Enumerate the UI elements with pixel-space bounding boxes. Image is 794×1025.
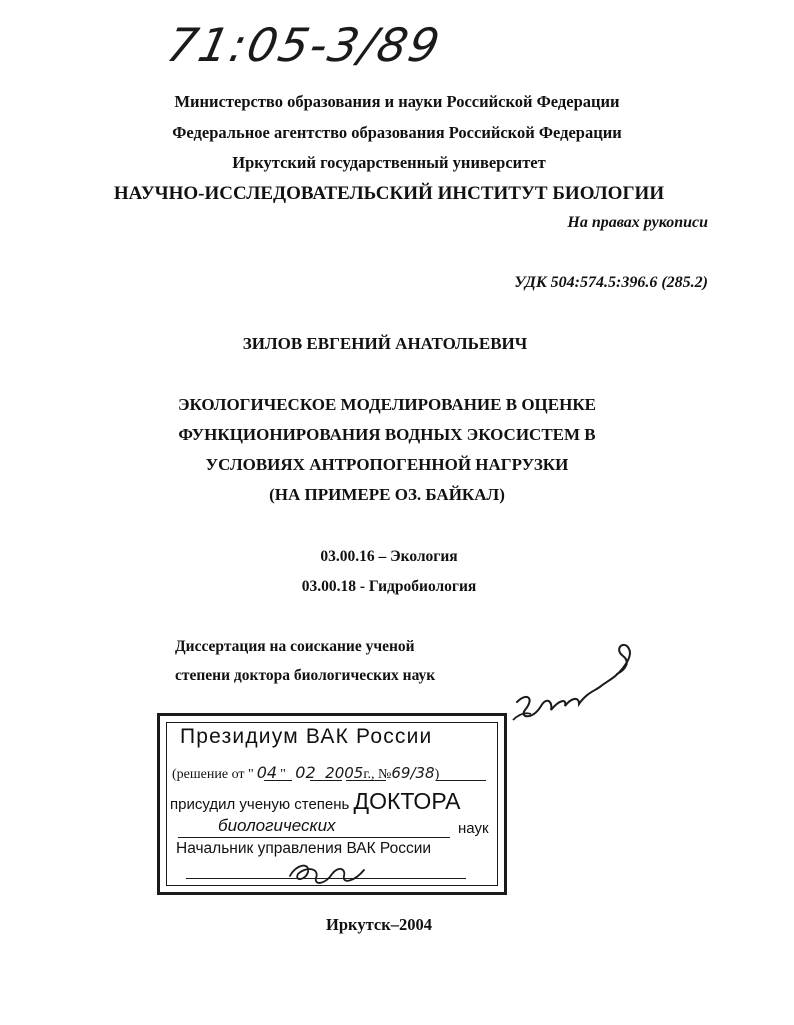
udc-code: УДК 504:574.5:396.6 (285.2) (514, 274, 708, 291)
stamp-decision-prefix: (решение от " (172, 767, 254, 782)
university-line: Иркутский государственный университет (232, 153, 546, 172)
stamp-field: биологических (218, 816, 336, 835)
specialty-ecology: 03.00.16 – Экология (320, 548, 458, 565)
stamp-month: 02 (295, 763, 316, 782)
stamp-field-underline (178, 837, 450, 838)
title-line-1: ЭКОЛОГИЧЕСКОЕ МОДЕЛИРОВАНИЕ В ОЦЕНКЕ (177, 395, 597, 414)
title-line-4: (НА ПРИМЕРЕ ОЗ. БАЙКАЛ) (269, 485, 505, 504)
stamp-year-underline (346, 780, 386, 781)
stamp-number-underline (436, 780, 486, 781)
stamp-quote-close: " (280, 767, 286, 782)
city-year: Иркутск–2004 (326, 915, 432, 934)
dissertation-line-1: Диссертация на соискание ученой (175, 638, 415, 655)
institute-line: НАУЧНО-ИССЛЕДОВАТЕЛЬСКИЙ ИНСТИТУТ БИОЛОГИИ (113, 183, 665, 204)
stamp-awarded-text: присудил ученую степень (170, 796, 350, 813)
title-line-2: ФУНКЦИОНИРОВАНИЯ ВОДНЫХ ЭКОСИСТЕМ В (178, 425, 596, 444)
stamp-degree: ДОКТОРА (353, 788, 461, 814)
title-line-3: УСЛОВИЯХ АНТРОПОГЕННОЙ НАГРУЗКИ (205, 455, 569, 474)
stamp-year-suffix: г., № (363, 767, 392, 782)
stamp-day-underline (264, 780, 292, 781)
author-name: ЗИЛОВ ЕВГЕНИЙ АНАТОЛЬЕВИЧ (242, 334, 528, 353)
stamp-head: Начальник управления ВАК России (176, 840, 432, 857)
stamp-close-paren: ) (434, 767, 440, 782)
stamp-awarded-line (170, 788, 460, 815)
stamp-signature (280, 856, 370, 890)
signature-mark (505, 640, 645, 730)
stamp-number: 69/38 (391, 764, 435, 782)
stamp-decision-line (172, 763, 439, 783)
stamp-month-underline (310, 780, 342, 781)
stamp-year: 2005 (325, 764, 364, 782)
stamp-day: 04 (256, 763, 278, 782)
agency-line: Федеральное агентство образования Российской Федерации (172, 123, 622, 142)
dissertation-line-2: степени доктора биологических наук (175, 667, 436, 684)
stamp-sciences: наук (458, 820, 489, 837)
specialty-hydrobiology: 03.00.18 - Гидробиология (301, 578, 477, 595)
ministry-line: Министерство образования и науки Российской Федерации (174, 92, 620, 111)
stamp-title: Президиум ВАК России (180, 725, 433, 748)
manuscript-rights: На правах рукописи (567, 214, 708, 231)
handwritten-code: 71:05-3/89 (162, 18, 447, 72)
vak-stamp (157, 713, 507, 895)
